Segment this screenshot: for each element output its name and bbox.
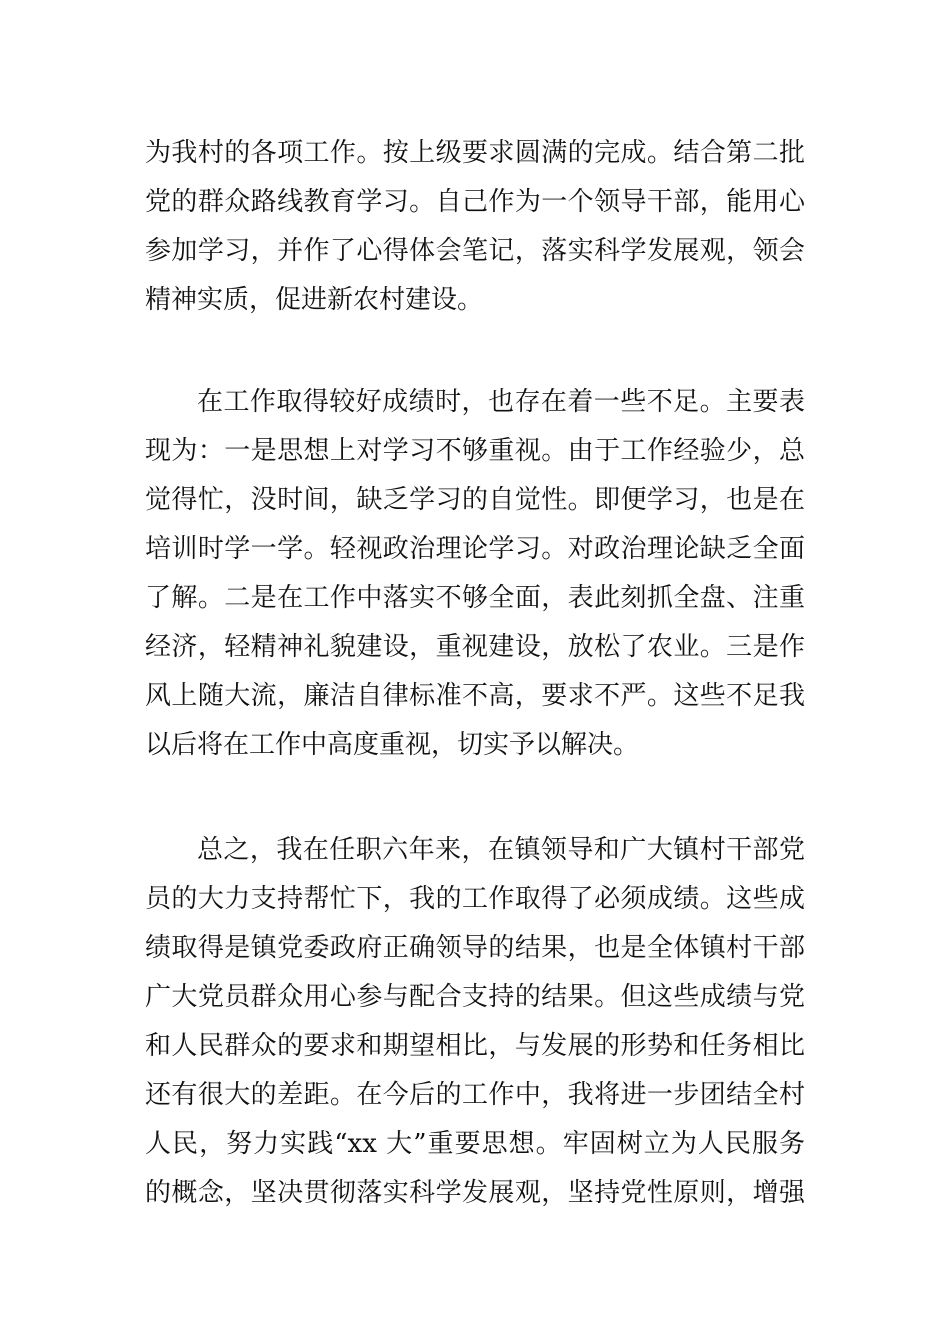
text-line: 还有很大的差距。在今后的工作中，我将进一步团结全村	[145, 1080, 805, 1110]
text-line: 现为：一是思想上对学习不够重视。由于工作经验少，总	[145, 436, 805, 466]
text-line: 和人民群众的要求和期望相比，与发展的形势和任务相比	[145, 1031, 805, 1061]
text-line: 人民，努力实践“xx 大”重要思想。牢固树立为人民服务	[145, 1129, 805, 1159]
text-line: 员的大力支持帮忙下，我的工作取得了必须成绩。这些成	[145, 884, 805, 914]
text-line: 为我村的各项工作。按上级要求圆满的完成。结合第二批	[145, 138, 805, 168]
text-line: 培训时学一学。轻视政治理论学习。对政治理论缺乏全面	[145, 534, 805, 564]
text-line: 经济，轻精神礼貌建设，重视建设，放松了农业。三是作	[145, 632, 805, 662]
text-line: 总之，我在任职六年来，在镇领导和广大镇村干部党	[197, 835, 805, 865]
text-line: 了解。二是在工作中落实不够全面，表此刻抓全盘、注重	[145, 583, 805, 613]
text-line: 参加学习，并作了心得体会笔记，落实科学发展观，领会	[145, 236, 805, 266]
text-line: 党的群众路线教育学习。自己作为一个领导干部，能用心	[145, 187, 805, 217]
paragraph-3	[145, 826, 805, 1218]
paragraph-1	[145, 129, 805, 325]
text-line: 在工作取得较好成绩时，也存在着一些不足。主要表	[197, 387, 805, 417]
text-line: 以后将在工作中高度重视，切实予以解决。	[145, 730, 640, 760]
paragraph-2	[145, 378, 805, 770]
text-line: 风上随大流，廉洁自律标准不高，要求不严。这些不足我	[145, 681, 805, 711]
text-line: 精神实质，促进新农村建设。	[145, 285, 484, 315]
text-line: 觉得忙，没时间，缺乏学习的自觉性。即便学习，也是在	[145, 485, 805, 515]
text-line: 的概念，坚决贯彻落实科学发展观，坚持党性原则，增强	[145, 1178, 805, 1208]
text-line: 广大党员群众用心参与配合支持的结果。但这些成绩与党	[145, 982, 805, 1012]
text-line: 绩取得是镇党委政府正确领导的结果，也是全体镇村干部	[145, 933, 805, 963]
